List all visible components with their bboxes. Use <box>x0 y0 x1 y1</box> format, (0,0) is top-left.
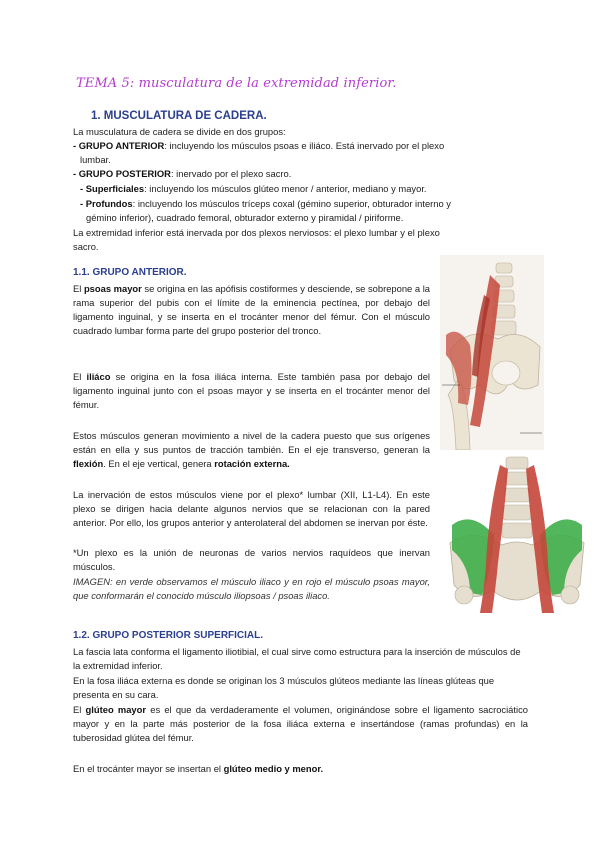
anatomy-svg-bottom <box>442 455 592 615</box>
section-1-heading: 1. MUSCULATURA DE CADERA. <box>91 110 267 122</box>
superficiales-label: - Superficiales <box>80 183 145 194</box>
posterior-text: : inervado por el plexo sacro. <box>170 168 292 179</box>
iliaco-paragraph <box>73 370 430 412</box>
anterior-line <box>73 139 528 153</box>
posterior-line <box>73 167 528 181</box>
imagen-caption: IMAGEN: en verde observamos el músculo iliaco y en rojo el músculo psoas mayor, que conformarán el conocido músculo iliopsoas / psoas iliaco. <box>73 576 430 601</box>
profundos-label: - Profundos <box>80 198 133 209</box>
anterior-line-2: lumbar. <box>80 154 111 165</box>
trocanter-text: En el trocánter mayor se insertan el <box>73 763 224 774</box>
plexo-note: *Un plexo es la unión de neuronas de varios nervios raquídeos que inervan músculos. <box>73 547 430 572</box>
anatomy-svg-top <box>440 255 544 450</box>
anterior-text: : incluyendo los músculos psoas e iliáco. Está inervado por el plexo <box>164 140 445 151</box>
iliaco-bold: iliáco <box>86 371 111 382</box>
inervacion-line-2: sacro. <box>73 241 99 252</box>
psoas-bold: psoas mayor <box>83 283 142 294</box>
fosa-paragraph: En la fosa iliáca externa es donde se originan los 3 músculos glúteos mediante las líneas glúteas que presenta en su cara. <box>73 675 495 700</box>
gluteo-bold: glúteo mayor <box>85 704 147 715</box>
gluteo-pre: El <box>73 704 86 715</box>
page-title: TEMA 5: musculatura de la extremidad inferior. <box>76 76 397 91</box>
iliaco-pre: El <box>73 371 87 382</box>
posterior-label: - GRUPO POSTERIOR <box>73 168 171 179</box>
mov-text: Estos músculos generan movimiento a nivel de la cadera puesto que sus orígenes están en ella y sus puntos de tracción también. En el eje transverso, generan la <box>73 430 430 455</box>
psoas-paragraph <box>73 282 430 338</box>
mov-bold-2: rotación externa. <box>214 458 290 469</box>
gluteo-text: es el que da verdaderamente el volumen, originándose sobre el ligamento sacrociático mayor y en la parte más posterior de la fosa iliáca externa e insertándose (ramas profundas) en la tuberosidad glútea del fémur. <box>73 704 528 743</box>
psoas-text: se origina en las apófisis costiformes y desciende, se sobrepone a la rama superior del pubis con el límite de la eminencia pectínea, por debajo del ligamento inguinal, y se inserta en el trocánter menor del fémur. Con el músculo cuadrado lumbar forma parte del grupo posterior del tronco. <box>73 283 430 336</box>
superficiales-line <box>80 182 535 196</box>
inervacion-line-1: La extremidad inferior está inervada por dos plexos nerviosos: el plexo lumbar y el plexo <box>73 227 440 238</box>
iliaco-text: se origina en la fosa iliáca interna. Este también pasa por debajo del ligamento inguinal junto con el psoas mayor y se inserta en el trocánter menor del fémur. <box>73 371 430 410</box>
section-1-2-heading: 1.2. GRUPO POSTERIOR SUPERFICIAL. <box>73 630 264 641</box>
mov-bold-1: flexión <box>73 458 104 469</box>
psoas-iliaco-anatomy-illustration <box>440 255 544 450</box>
mov-text-2: . En el eje vertical, genera <box>103 458 215 469</box>
anterior-label: - GRUPO ANTERIOR <box>73 140 165 151</box>
profundos-line <box>80 197 535 211</box>
profundos-line-2: gémino inferior), cuadrado femoral, obturador externo y piramidal / piriforme. <box>86 212 404 223</box>
intro-text: La musculatura de cadera se divide en dos grupos: <box>73 126 286 137</box>
superficiales-text: : incluyendo los músculos glúteo menor / anterior, mediano y mayor. <box>144 183 427 194</box>
trocanter-bold: glúteo medio y menor. <box>223 763 324 774</box>
gluteo-paragraph <box>73 703 528 745</box>
trocanter-line <box>73 762 528 776</box>
profundos-text: : incluyendo los músculos tríceps coxal (gémino superior, obturador interno y <box>132 198 451 209</box>
inervacion-paragraph: La inervación de estos músculos viene por el plexo* lumbar (XII, L1-L4). En este plexo se dirigen hacia delante algunos nervios que se relacionan con la pared anterior. Por ello, los grupos anterior y anterolateral del abdomen se inervan por éste. <box>73 489 430 528</box>
section-1-1-heading: 1.1. GRUPO ANTERIOR. <box>73 267 187 278</box>
fascia-paragraph: La fascia lata conforma el ligamento iliotibial, el cual sirve como estructura para la inserción de músculos de la extremidad inferior. <box>73 646 521 671</box>
psoas-pre: El <box>73 283 84 294</box>
movimiento-paragraph <box>73 429 430 471</box>
iliopsoas-colored-anatomy-illustration <box>442 455 592 615</box>
